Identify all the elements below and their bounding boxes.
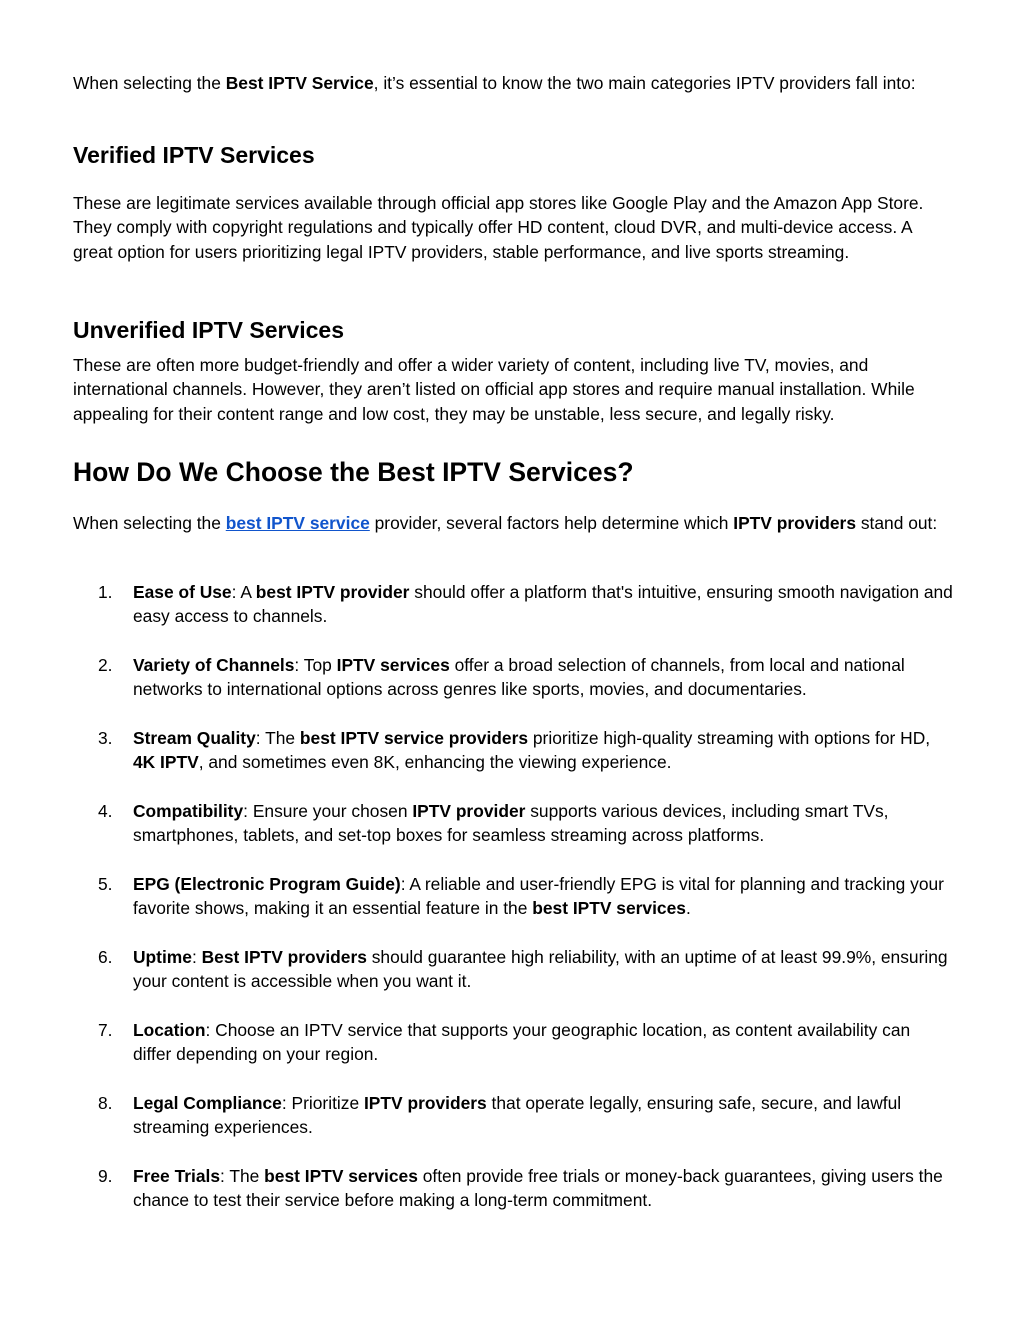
list-item-text: should guarantee high reliability, with an uptime of at least 99.9%, ensuring your content is accessible when you want it. <box>133 947 948 992</box>
choose-text-2: provider, several factors help determine which <box>369 513 734 533</box>
list-item-text: : <box>191 947 202 967</box>
list-item <box>98 1018 953 1067</box>
list-item-text: : Choose an IPTV service that supports your geographic location, as content availability can differ depending on your region. <box>133 1020 911 1065</box>
list-item <box>98 726 953 775</box>
list-item-bold-term: best IPTV service providers <box>299 728 529 748</box>
list-item-text: prioritize high-quality streaming with options for HD, <box>528 728 931 748</box>
list-item-number: 5. <box>98 874 113 894</box>
list-item-bold-term: Compatibility <box>133 801 244 821</box>
list-item-bold-term: best IPTV services <box>264 1166 418 1186</box>
list-item-text: supports various devices, including smart TVs, smartphones, tablets, and set-top boxes for seamless streaming across platforms. <box>133 801 889 846</box>
list-item-number: 4. <box>98 801 113 821</box>
list-item-text: , and sometimes even 8K, enhancing the viewing experience. <box>198 752 672 773</box>
choose-heading: How Do We Choose the Best IPTV Services? <box>73 457 634 487</box>
list-item-text: that operate legally, ensuring safe, secure, and lawful streaming experiences. <box>133 1093 902 1138</box>
list-item <box>98 799 953 848</box>
verified-heading: Verified IPTV Services <box>73 142 315 168</box>
list-item-bold-term: Ease of Use <box>133 582 232 602</box>
list-item-bold-term: 4K IPTV <box>133 752 199 773</box>
list-item-bold-term: EPG (Electronic Program Guide) <box>133 874 401 894</box>
list-item-bold-term: Best IPTV providers <box>201 947 367 967</box>
list-item <box>98 653 953 702</box>
list-item-bold-term: best IPTV provider <box>255 582 410 602</box>
unverified-paragraph: These are often more budget-friendly and offer a wider variety of content, including live TV, movies, and international channels. However, they aren’t listed on official app stores and require manual installation. While appealing for their content range and low cost, they may be unstable, less secure, and legally risky. <box>73 355 915 424</box>
best-iptv-service-link[interactable]: best IPTV service <box>225 513 370 533</box>
list-item <box>98 872 953 921</box>
list-item-number: 6. <box>98 947 113 967</box>
list-item-bold-term: Location <box>133 1020 206 1040</box>
list-item-text: : Top <box>294 655 337 675</box>
list-item <box>98 1164 953 1213</box>
intro-text-1: When selecting the <box>73 73 226 93</box>
verified-paragraph: These are legitimate services available through official app stores like Google Play and the Amazon App Store. They comply with copyright regulations and typically offer HD content, cloud DVR, and multi-device access. A great option for users prioritizing legal IPTV providers, stable performance, and live sports streaming. <box>73 193 924 262</box>
list-item-text: : Prioritize <box>281 1093 364 1113</box>
list-item-bold-term: IPTV services <box>336 655 450 675</box>
choose-bold-term: IPTV providers <box>733 513 856 533</box>
list-item-bold-term: Legal Compliance <box>133 1093 282 1113</box>
list-item-text: : The <box>220 1166 265 1186</box>
list-item-number: 1. <box>98 582 113 602</box>
list-item-bold-term: Variety of Channels <box>133 655 295 675</box>
list-item-number: 7. <box>98 1020 113 1040</box>
list-item-number: 8. <box>98 1093 113 1113</box>
list-item-number: 2. <box>98 655 113 675</box>
list-item-text: : Ensure your chosen <box>243 801 413 821</box>
list-item-text: : The <box>255 728 300 748</box>
intro-bold-term: Best IPTV Service <box>225 73 374 93</box>
list-item <box>98 1091 953 1140</box>
list-item-text: : A reliable and user-friendly EPG is vital for planning and tracking your favorite shows, making it an essential feature in the <box>133 874 944 919</box>
list-item-bold-term: IPTV provider <box>412 801 526 821</box>
list-item <box>98 945 953 994</box>
intro-text-2: , it’s essential to know the two main categories IPTV providers fall into: <box>373 73 916 93</box>
list-item-text: offer a broad selection of channels, from local and national networks to international options across genres like sports, movies, and documentaries. <box>133 655 905 700</box>
list-item <box>98 580 953 629</box>
unverified-heading: Unverified IPTV Services <box>73 317 345 343</box>
list-item-number: 9. <box>98 1166 113 1186</box>
list-item-bold-term: Uptime <box>133 947 192 967</box>
list-item-bold-term: Stream Quality <box>133 728 256 748</box>
choose-intro-paragraph <box>73 511 953 535</box>
intro-paragraph <box>73 71 953 95</box>
choose-text-3: stand out: <box>856 513 938 533</box>
list-item-text: . <box>685 898 691 919</box>
list-item-bold-term: Free Trials <box>133 1166 221 1186</box>
list-item-text: should offer a platform that's intuitive, ensuring smooth navigation and easy access to channels. <box>133 582 953 627</box>
list-item-text: often provide free trials or money-back guarantees, giving users the chance to test their service before making a long-term commitment. <box>133 1166 943 1211</box>
list-item-text: : A <box>231 582 256 602</box>
list-item-bold-term: best IPTV services <box>532 898 686 919</box>
choose-text-1: When selecting the <box>73 513 226 533</box>
list-item-bold-term: IPTV providers <box>363 1093 487 1113</box>
list-item-number: 3. <box>98 728 113 748</box>
